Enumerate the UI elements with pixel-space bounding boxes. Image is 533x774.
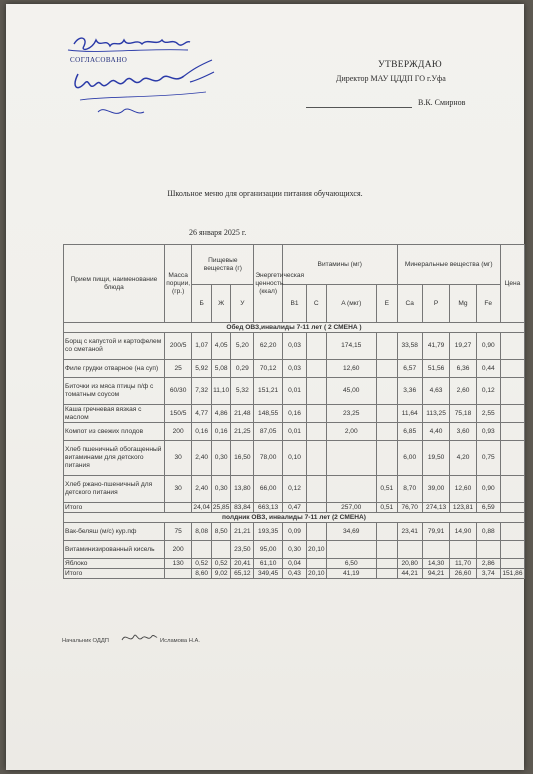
cell-u: 5,32 <box>231 378 254 405</box>
cell-ca: 8,70 <box>397 476 422 503</box>
cell-b: 24,04 <box>193 503 210 511</box>
cell-c <box>307 559 326 569</box>
cell-mass: 200 <box>164 423 192 441</box>
header-b1: B1 <box>282 285 306 323</box>
header-p: P <box>422 285 450 323</box>
cell-price <box>500 541 524 559</box>
cell-p: 14,30 <box>422 559 450 569</box>
cell-price <box>500 378 524 405</box>
cell-p: 94,21 <box>422 569 450 579</box>
cell-fe: 0,44 <box>476 360 500 378</box>
approval-position: Директор МАУ ЦДДП ГО г.Уфа <box>336 74 446 83</box>
cell-mg: 2,60 <box>450 378 476 405</box>
cell-mass: 200 <box>164 541 192 559</box>
cell-fe: 0,88 <box>476 523 500 541</box>
table-row <box>64 559 525 569</box>
header-fe: Fe <box>476 285 500 323</box>
cell-e <box>376 378 397 405</box>
cell-a <box>326 441 376 476</box>
header-mass: Масса порции, (гр.) <box>164 245 192 323</box>
cell-b: 1,07 <box>192 333 211 360</box>
table-row <box>64 405 525 423</box>
cell-a: 23,25 <box>326 405 376 423</box>
menu-table <box>63 244 525 579</box>
cell-u: 5,20 <box>231 333 254 360</box>
approval-signature-line <box>306 107 412 108</box>
section-lunch-title: Обед ОВЗ,инвалиды 7-11 лет ( 2 СМЕНА ) <box>64 323 525 333</box>
cell-b: 2,40 <box>192 476 211 503</box>
cell-p: 113,25 <box>422 405 450 423</box>
cell-name: Хлеб пшеничный обогащенный витаминами для детского питания <box>64 441 165 476</box>
cell-price <box>500 441 524 476</box>
cell-kcal: 349,45 <box>254 569 283 579</box>
cell-mass: 30 <box>164 441 192 476</box>
cell-mass: 25 <box>164 360 192 378</box>
header-b: Б <box>192 285 211 323</box>
cell-u: 13,80 <box>231 476 254 503</box>
header-mg: Mg <box>450 285 476 323</box>
header-vitamins: Витамины (мг) <box>282 245 397 285</box>
cell-c <box>307 360 326 378</box>
cell-p: 4,63 <box>422 378 450 405</box>
cell-price: 151,86 <box>500 569 524 579</box>
cell-price <box>500 503 524 513</box>
header-price: Цена <box>500 245 524 323</box>
cell-e <box>376 441 397 476</box>
cell-a: 6,50 <box>326 559 376 569</box>
cell-zh: 8,50 <box>211 523 230 541</box>
cell-kcal: 87,05 <box>254 423 283 441</box>
cell-zh: 11,10 <box>211 378 230 405</box>
cell-mass: 150/5 <box>164 405 192 423</box>
cell-fe <box>476 541 500 559</box>
cell-mg: 123,81 <box>450 503 476 513</box>
cell-a: 41,19 <box>326 569 376 579</box>
total-row <box>64 503 525 513</box>
cell-u: 16,50 <box>231 441 254 476</box>
cell-price <box>500 405 524 423</box>
cell-fe: 0,90 <box>476 476 500 503</box>
cell-zh: 0,30 <box>211 441 230 476</box>
cell-c <box>307 405 326 423</box>
cell-p <box>422 541 450 559</box>
cell-price <box>500 360 524 378</box>
cell-u: 21,21 <box>231 523 254 541</box>
cell-u: 23,50 <box>231 541 254 559</box>
table-row <box>64 360 525 378</box>
cell-b1: 0,10 <box>282 441 306 476</box>
table-row <box>64 541 525 559</box>
signer-signature <box>120 630 158 648</box>
cell-mg: 75,18 <box>450 405 476 423</box>
approval-name: В.К. Смирнов <box>418 98 466 107</box>
cell-mg: 6,36 <box>450 360 476 378</box>
cell-name: Итого <box>64 569 165 579</box>
cell-fe: 0,12 <box>476 378 500 405</box>
cell-fe: 0,75 <box>476 441 500 476</box>
cell-e: 0,51 <box>376 503 397 513</box>
cell-name: Биточки из мяса птицы п/ф с томатным соусом <box>64 378 165 405</box>
header-meal: Прием пищи, наименование блюда <box>64 245 165 323</box>
table-row <box>64 423 525 441</box>
cell-mg <box>450 541 476 559</box>
cell-name: Компот из свежих плодов <box>64 423 165 441</box>
cell-e <box>376 423 397 441</box>
total-row <box>64 569 525 579</box>
cell-b1: 0,04 <box>282 559 306 569</box>
cell-name: Филе грудки отварное (на суп) <box>64 360 165 378</box>
header-e: E <box>376 285 397 323</box>
cell-mg: 11,70 <box>450 559 476 569</box>
cell-zh: 9,02 <box>211 569 230 579</box>
cell-price <box>500 559 524 569</box>
table-row <box>64 378 525 405</box>
cell-a: 12,60 <box>326 360 376 378</box>
cell-p: 41,79 <box>422 333 450 360</box>
cell-ca: 20,80 <box>397 559 422 569</box>
cell-e <box>376 360 397 378</box>
cell-mass: 60/30 <box>164 378 192 405</box>
cell-c <box>307 503 326 513</box>
cell-e <box>376 569 397 579</box>
header-a: A (мкг) <box>326 285 376 323</box>
cell-b: 7,32 <box>192 378 211 405</box>
cell-name: Каша гречневая вязкая с маслом <box>64 405 165 423</box>
cell-b: 0,16 <box>192 423 211 441</box>
cell-a: 34,69 <box>326 523 376 541</box>
cell-mass: 75 <box>164 523 192 541</box>
header-c: C <box>307 285 326 323</box>
cell-p: 4,40 <box>422 423 450 441</box>
cell-kcal: 62,20 <box>254 333 283 360</box>
cell-c <box>307 423 326 441</box>
header-ca: Ca <box>397 285 422 323</box>
cell-mass <box>164 569 192 579</box>
cell-price <box>500 523 524 541</box>
cell-b1: 0,03 <box>282 360 306 378</box>
cell-mass <box>164 503 192 513</box>
cell-b: 5,92 <box>192 360 211 378</box>
cell-kcal: 148,55 <box>254 405 283 423</box>
cell-ca: 6,85 <box>397 423 422 441</box>
cell-kcal: 95,00 <box>254 541 283 559</box>
cell-mg: 3,60 <box>450 423 476 441</box>
cell-name: Хлеб ржано-пшеничный для детского питания <box>64 476 165 503</box>
cell-c: 20,10 <box>307 541 326 559</box>
cell-a <box>326 476 376 503</box>
cell-ca: 11,64 <box>397 405 422 423</box>
cell-name: Яблоко <box>64 559 165 569</box>
cell-price <box>500 476 524 503</box>
cell-e: 0,51 <box>376 476 397 503</box>
cell-zh: 0,16 <box>211 423 230 441</box>
cell-b: 8,60 <box>192 569 211 579</box>
cell-mass: 30 <box>164 476 192 503</box>
cell-price <box>500 333 524 360</box>
cell-zh: 4,86 <box>211 405 230 423</box>
table-row <box>64 333 525 360</box>
cell-e <box>376 523 397 541</box>
cell-p: 79,91 <box>422 523 450 541</box>
cell-b1: 0,01 <box>282 423 306 441</box>
cell-zh: 25,85 <box>212 503 230 511</box>
header-u: У <box>231 285 254 323</box>
cell-a: 257,00 <box>326 503 376 513</box>
header-energy: Энергетическая ценность (ккал) <box>254 245 283 323</box>
cell-c <box>307 441 326 476</box>
approval-title: УТВЕРЖДАЮ <box>378 60 442 70</box>
cell-name: Борщ с капустой и картофелем со сметаной <box>64 333 165 360</box>
menu-document <box>6 4 524 770</box>
cell-b1: 0,30 <box>282 541 306 559</box>
cell-b1: 0,01 <box>282 378 306 405</box>
cell-kcal: 663,13 <box>254 503 283 513</box>
cell-a <box>326 541 376 559</box>
cell-a: 2,00 <box>326 423 376 441</box>
cell-kcal: 66,00 <box>254 476 283 503</box>
cell-b: 4,77 <box>192 405 211 423</box>
signer-position: Начальник ОДДП <box>62 638 109 644</box>
cell-b1: 0,43 <box>282 569 306 579</box>
cell-p: 19,50 <box>422 441 450 476</box>
cell-b <box>192 541 211 559</box>
cell-zh <box>211 541 230 559</box>
cell-fe: 6,59 <box>476 503 500 513</box>
cell-c <box>307 523 326 541</box>
cell-ca: 6,57 <box>397 360 422 378</box>
cell-ca: 33,58 <box>397 333 422 360</box>
cell-c <box>307 476 326 503</box>
agreed-title: СОГЛАСОВАНО <box>70 56 128 64</box>
cell-b1: 0,47 <box>282 503 306 513</box>
cell-b: 0,52 <box>192 559 211 569</box>
table-row <box>64 523 525 541</box>
cell-fe: 3,74 <box>476 569 500 579</box>
cell-name: Витаминизированный кисель <box>64 541 165 559</box>
header-nutrients: Пищевые вещества (г) <box>192 245 254 285</box>
cell-p: 274,13 <box>422 503 450 513</box>
cell-p: 39,00 <box>422 476 450 503</box>
cell-u: 65,12 <box>231 569 254 579</box>
cell-kcal: 70,12 <box>254 360 283 378</box>
cell-kcal: 78,00 <box>254 441 283 476</box>
cell-e <box>376 559 397 569</box>
approval-block <box>6 4 524 124</box>
cell-zh: 4,05 <box>211 333 230 360</box>
cell-a: 174,15 <box>326 333 376 360</box>
cell-mg: 12,60 <box>450 476 476 503</box>
cell-ca: 23,41 <box>397 523 422 541</box>
signer-name: Исламова Н.А. <box>160 638 201 644</box>
cell-mg: 19,27 <box>450 333 476 360</box>
cell-ca <box>397 541 422 559</box>
cell-ca: 3,36 <box>397 378 422 405</box>
cell-c: 20,10 <box>308 569 325 577</box>
cell-fe: 0,93 <box>476 423 500 441</box>
cell-a: 45,00 <box>326 378 376 405</box>
cell-name: Итого <box>64 503 165 513</box>
cell-ca: 44,21 <box>397 569 422 579</box>
table-row <box>64 476 525 503</box>
cell-price <box>500 423 524 441</box>
cell-b1: 0,03 <box>282 333 306 360</box>
cell-u: 21,25 <box>231 423 254 441</box>
cell-kcal: 193,35 <box>254 523 283 541</box>
cell-b1: 0,16 <box>282 405 306 423</box>
cell-u: 83,84 <box>231 503 254 513</box>
cell-kcal: 151,21 <box>254 378 283 405</box>
cell-mg: 4,20 <box>450 441 476 476</box>
cell-fe: 0,90 <box>476 333 500 360</box>
cell-fe: 2,55 <box>476 405 500 423</box>
cell-b1: 0,12 <box>282 476 306 503</box>
cell-e <box>376 405 397 423</box>
cell-name: Вак-беляш (м/с) кур.пф <box>64 523 165 541</box>
cell-u: 21,48 <box>231 405 254 423</box>
cell-mg: 26,60 <box>450 569 476 579</box>
document-title: Школьное меню для организации питания обучающихся. <box>167 189 363 198</box>
cell-ca: 6,00 <box>397 441 422 476</box>
cell-p: 51,56 <box>422 360 450 378</box>
cell-fe: 2,86 <box>476 559 500 569</box>
cell-zh: 0,30 <box>211 476 230 503</box>
cell-zh: 0,52 <box>211 559 230 569</box>
cell-mg: 14,90 <box>450 523 476 541</box>
cell-b1: 0,09 <box>282 523 306 541</box>
cell-kcal: 61,10 <box>254 559 283 569</box>
cell-c <box>307 378 326 405</box>
table-row <box>64 441 525 476</box>
cell-u: 0,29 <box>231 360 254 378</box>
cell-mass: 130 <box>164 559 192 569</box>
cell-b: 8,08 <box>192 523 211 541</box>
header-zh: Ж <box>211 285 230 323</box>
section-snack-title: полдник ОВЗ, инвалиды 7-11 лет (2 СМЕНА) <box>64 513 525 523</box>
cell-u: 20,41 <box>231 559 254 569</box>
cell-e <box>376 541 397 559</box>
cell-zh: 5,08 <box>211 360 230 378</box>
cell-e <box>376 333 397 360</box>
cell-ca: 76,70 <box>397 503 422 513</box>
cell-mass: 200/5 <box>164 333 192 360</box>
cell-c <box>307 333 326 360</box>
cell-b: 2,40 <box>192 441 211 476</box>
header-minerals: Минеральные вещества (мг) <box>397 245 500 285</box>
document-date: 26 января 2025 г. <box>189 228 247 237</box>
